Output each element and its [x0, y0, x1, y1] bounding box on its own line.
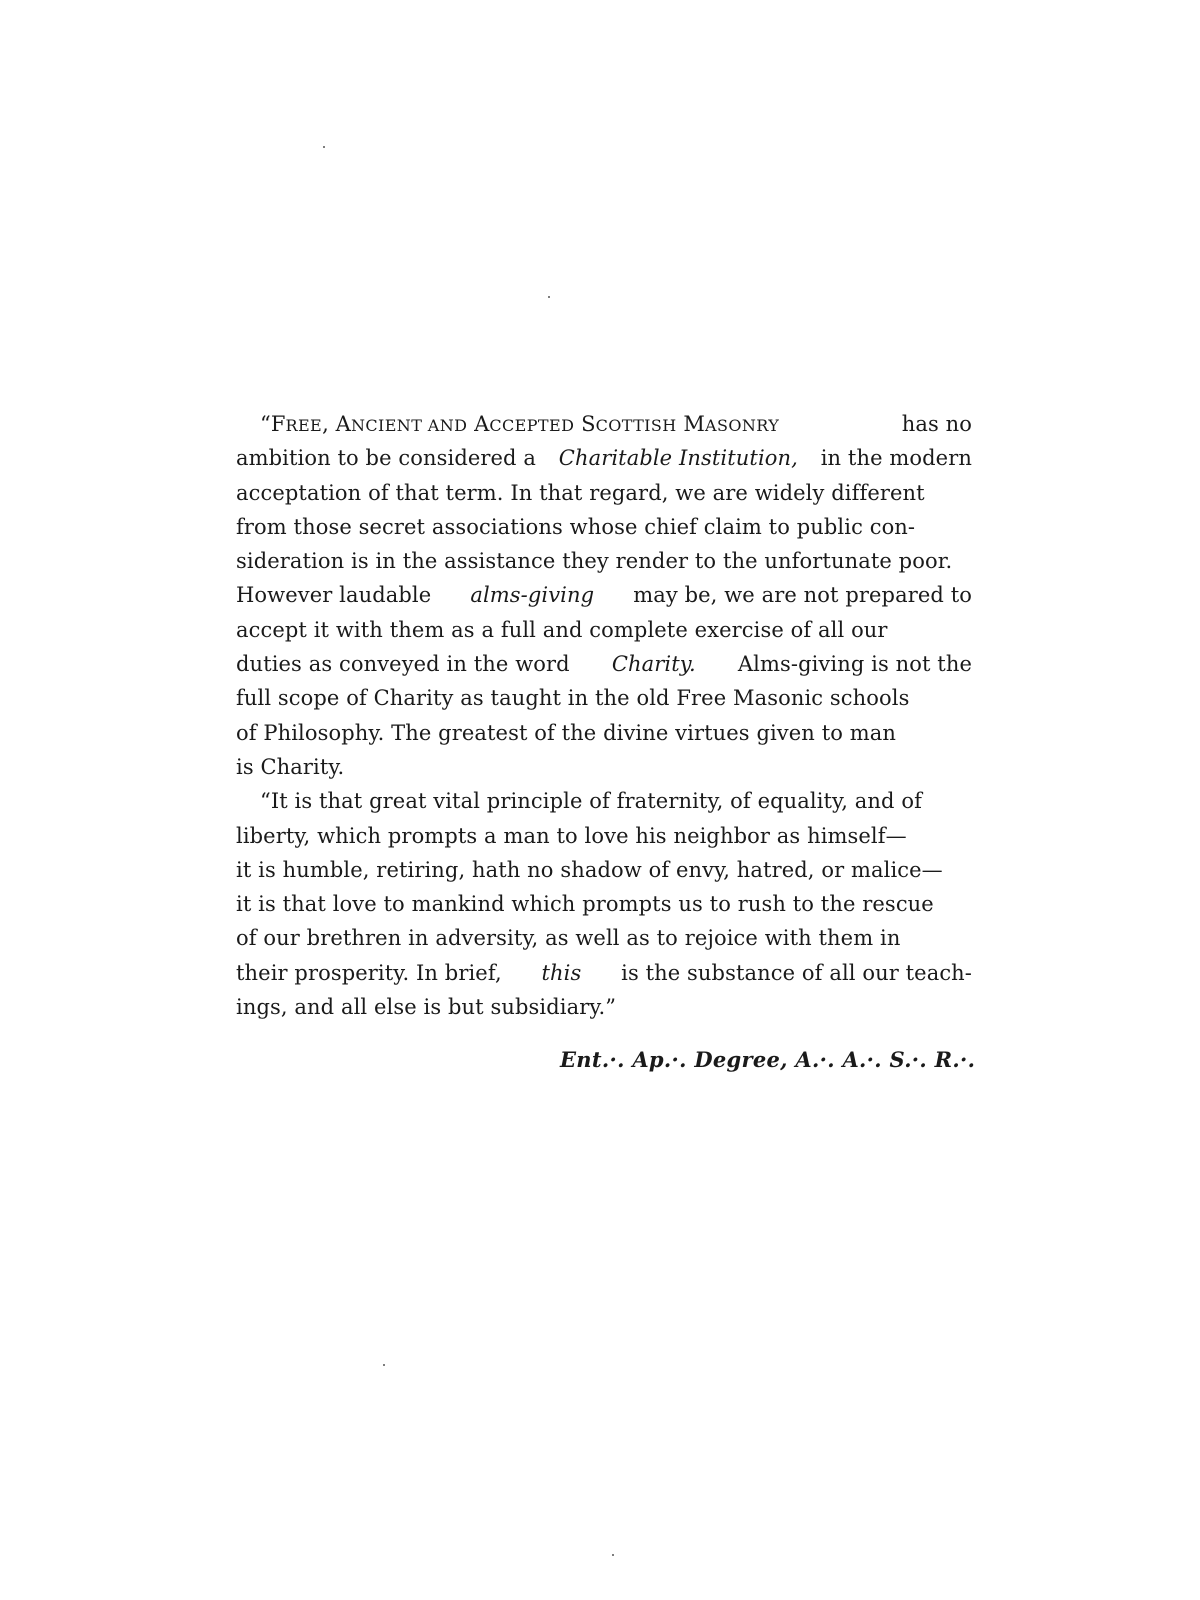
quotation-block: [236, 407, 972, 1024]
scan-speck: [548, 296, 550, 298]
lead-text: S: [574, 412, 596, 436]
lead-text: A: [467, 412, 490, 436]
italic-term: Charitable Institution,: [558, 446, 798, 471]
paragraph-1-line-1: [236, 407, 972, 441]
lead-text: REE: [285, 416, 323, 435]
paragraph-1-line-7: [236, 613, 972, 647]
paragraph-1-line-6: [236, 578, 972, 612]
paragraph-2-line-2: [236, 819, 972, 853]
paragraph-2-line-4: [236, 887, 972, 921]
paragraph-1-line-4: [236, 510, 972, 544]
italic-term: Charity.: [611, 652, 696, 677]
line-text: full scope of Charity as taught in the old Free Masonic schools: [236, 686, 910, 711]
line-text: from those secret associations whose chief claim to public con-: [236, 514, 916, 539]
italic-term: this: [541, 960, 582, 985]
paragraph-1-line-3: [236, 476, 972, 510]
lead-text: , A: [322, 412, 351, 436]
paragraph-1-line-9: [236, 681, 972, 715]
lead-tail-text: has no: [901, 412, 972, 436]
paragraph-2-line-5: [236, 921, 972, 955]
paragraph-2-line-1: [236, 784, 972, 818]
paragraph-2-line-7: [236, 990, 972, 1024]
line-text: duties as conveyed in the word: [236, 652, 570, 677]
paragraph-1-line-11: [236, 750, 972, 784]
paragraph-1-line-10: [236, 716, 972, 750]
line-text: may be, we are not prepared to: [633, 583, 972, 608]
line-text: “It is that great vital principle of fraternity, of equality, and of: [260, 789, 922, 814]
paragraph-2-line-3: [236, 853, 972, 887]
attribution: Ent.·. Ap.·. Degree, A.·. A.·. S.·. R.·.: [560, 1047, 976, 1072]
paragraph-1-line-2: [236, 441, 972, 475]
line-text: liberty, which prompts a man to love his neighbor as himself—: [236, 823, 907, 848]
lead-text: NCIENT AND: [350, 416, 468, 435]
paragraph-2-line-6: [236, 956, 972, 990]
line-text: ings, and all else is but subsidiary.”: [236, 995, 617, 1020]
paragraph-1-line-8: [236, 647, 972, 681]
line-text: it is humble, retiring, hath no shadow of envy, hatred, or malice—: [236, 857, 943, 882]
line-text: is the substance of all our teach-: [621, 960, 972, 985]
lead-text: CCEPTED: [489, 416, 575, 435]
line-text: their prosperity. In brief,: [236, 960, 502, 985]
lead-text: COTTISH: [595, 416, 677, 435]
paragraph-1-line-5: [236, 544, 972, 578]
line-text: is Charity.: [236, 754, 345, 779]
italic-term: alms-giving: [470, 583, 595, 608]
scan-speck: [323, 146, 325, 148]
scan-speck: [383, 1364, 385, 1366]
line-text: However laudable: [236, 583, 432, 608]
line-text: accept it with them as a full and complete exercise of all our: [236, 617, 888, 642]
line-text: sideration is in the assistance they render to the unfortunate poor.: [236, 549, 953, 574]
line-text: of our brethren in adversity, as well as to rejoice with them in: [236, 926, 901, 951]
lead-text: ASONRY: [705, 416, 780, 435]
line-text: ambition to be considered a: [236, 446, 536, 471]
line-text: acceptation of that term. In that regard, we are widely different: [236, 480, 925, 505]
scan-speck: [612, 1554, 614, 1556]
line-text: it is that love to mankind which prompts us to rush to the rescue: [236, 892, 934, 917]
lead-text: M: [676, 412, 706, 436]
line-text: Alms-giving is not the: [737, 652, 972, 677]
line-text: of Philosophy. The greatest of the divine virtues given to man: [236, 720, 897, 745]
line-text: in the modern: [820, 446, 972, 471]
small-caps-lead: [260, 407, 779, 441]
lead-text: “F: [260, 412, 286, 436]
